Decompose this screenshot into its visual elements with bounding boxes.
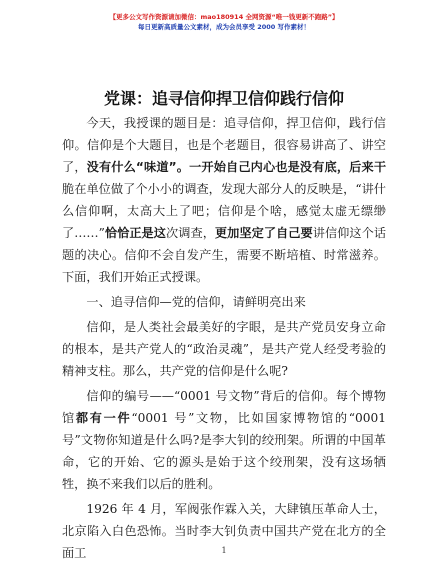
text-run: 讲信仰这个话题的决心。信仰不会自发产生，需要不断培植、时常滋养。下面，我们开始正式授课。 (62, 226, 387, 284)
bold-run: 都有一件 (75, 411, 132, 425)
document-title: 党课：追寻信仰捍卫信仰践行信仰 (103, 89, 344, 108)
document-body (62, 112, 386, 564)
paragraph-intro (62, 112, 386, 288)
bold-run: 没有什么“味道”。一开始自己内心也是没有底，后来干 (86, 160, 387, 174)
paragraph-faith: 信仰，是人类社会最美好的字眼，是共产党员安身立命的根本，是共产党人的“政治灵魂”，是共产党人经受考验的精神支柱。那么，共产党的信仰是什么呢? (62, 320, 386, 378)
text-run: 次调查， (166, 226, 215, 240)
text-run: “0001 号”文物，比如国家博物馆的“0001 号”文物你知道是什么吗?是李大钊的绞刑架。所谓的中国革命，它的开始、它的源头是始于这个绞刑架，没有这场牺牲，换不来我们以后的胜利。 (62, 411, 386, 491)
text-run: 信仰的编号——“0001 号文物”背后的信仰。每个博物馆 (62, 389, 386, 425)
section-heading: 一、追寻信仰—党的信仰，请鲜明亮出来 (86, 295, 306, 309)
bold-run: 恰恰正是这 (104, 226, 167, 240)
page-number: 1 (221, 546, 227, 555)
text-run: 脆在单位做了个小小的调查，发现大部分人的反映是，“讲什么信仰啊，太高大上了吧；信仰是个啥，感觉太虚无缥缈了……” (62, 182, 386, 240)
paragraph-history: 1926 年 4 月，军阀张作霖入关，大肆镇压革命人士，北京陷入白色恐怖。当时李大钊负责中国共产党在北方的全面工 (62, 502, 386, 560)
promo-line-2: 每日更新高质量公文素材，成为会员享受 2000 写作素材！ (137, 23, 311, 31)
text-run: 今天，我授课的题目是：追寻信仰，捍卫信仰，践行信仰。信仰是个大题目，也是个老题目，很容易讲高了、讲空了， (62, 116, 386, 174)
paragraph-relic (62, 385, 386, 495)
promo-header (0, 12, 448, 32)
bold-run: 更加坚定了自己要 (214, 226, 313, 240)
promo-line-1: 【更多公文写作资源请加微信：mao180914 全网资源“唯一钱更新不跑路”】 (109, 13, 339, 21)
